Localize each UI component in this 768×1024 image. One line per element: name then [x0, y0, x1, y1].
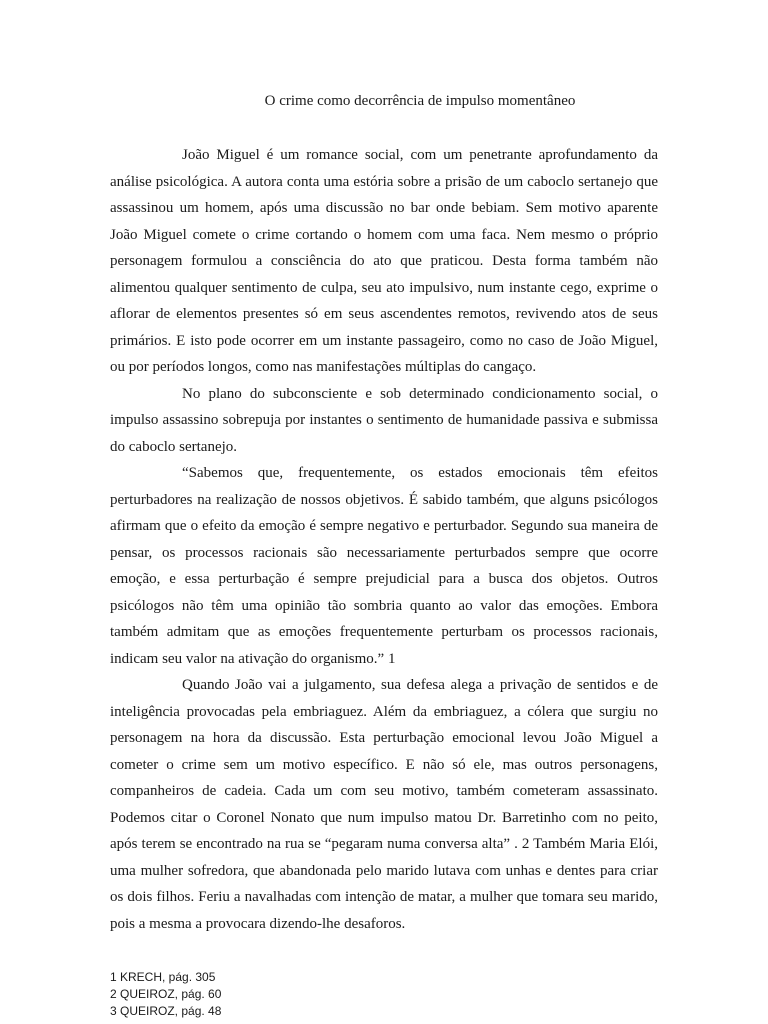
paragraph: No plano do subconsciente e sob determinado condicionamento social, o impulso assassino sobrepuja por instantes o sentimento de humanidade passiva e submissa do caboclo sertanejo. [110, 385, 658, 455]
footnote: 2 QUEIROZ, pág. 60 [110, 987, 222, 1001]
footnote: 3 QUEIROZ, pág. 48 [110, 1004, 222, 1018]
quote-paragraph: “Sabemos que, frequentemente, os estados emocionais têm efeitos perturbadores na realização de nossos objetivos. É sabido também, que alguns psicólogos afirmam que o efeito da emoção é sempre negativo e perturbador. Segundo sua maneira de pensar, os processos racionais são necessariamente perturbados sempre que ocorre emoção, e essa perturbação é sempre prejudicial para a busca dos objetos. Outros psicólogos não têm uma opinião tão sombria quanto ao valor das emoções. Embora também admitam que as emoções frequentemente perturbam os processos racionais, indicam seu valor na ativação do organismo.” 1 [110, 465, 658, 667]
document-body [110, 142, 658, 937]
paragraph: João Miguel é um romance social, com um penetrante aprofundamento da análise psicológica. A autora conta uma estória sobre a prisão de um caboclo sertanejo que assassinou um homem, após uma discussão no bar onde bebiam. Sem motivo aparente João Miguel comete o crime cortando o homem com uma faca. Nem mesmo o próprio personagem formulou a consciência do ato que praticou. Desta forma também não alimentou qualquer sentimento de culpa, seu ato impulsivo, num instante cego, exprime o aflorar de elementos presentes só em seus ascendentes remotos, revivendo atos de seus primários. E isto pode ocorrer em um instante passageiro, como no caso de João Miguel, ou por períodos longos, como nas manifestações múltiplas do cangaço. [110, 147, 658, 375]
paragraph: Quando João vai a julgamento, sua defesa alega a privação de sentidos e de inteligência provocadas pela embriaguez. Além da embriaguez, a cólera que surgiu no personagem na hora da discussão. Esta perturbação emocional levou João Miguel a cometer o crime sem um motivo específico. E não só ele, mas outros personagens, companheiros de cadeia. Cada um com seu motivo, também cometeram assassinato. Podemos citar o Coronel Nonato que num impulso matou Dr. Barretinho com no peito, após terem se encontrado na rua se “pegaram numa conversa alta” . 2 Também Maria Elói, uma mulher sofredora, que abandonada pelo marido lutava com unhas e dentes para criar os dois filhos. Feriu a navalhadas com intenção de matar, a mulher que tomara seu marido, pois a mesma a provocara dizendo-lhe desaforos. [110, 677, 658, 932]
footnotes [110, 969, 221, 1020]
footnote: 1 KRECH, pág. 305 [110, 970, 216, 984]
document-title: O crime como decorrência de impulso momentâneo [264, 93, 576, 109]
